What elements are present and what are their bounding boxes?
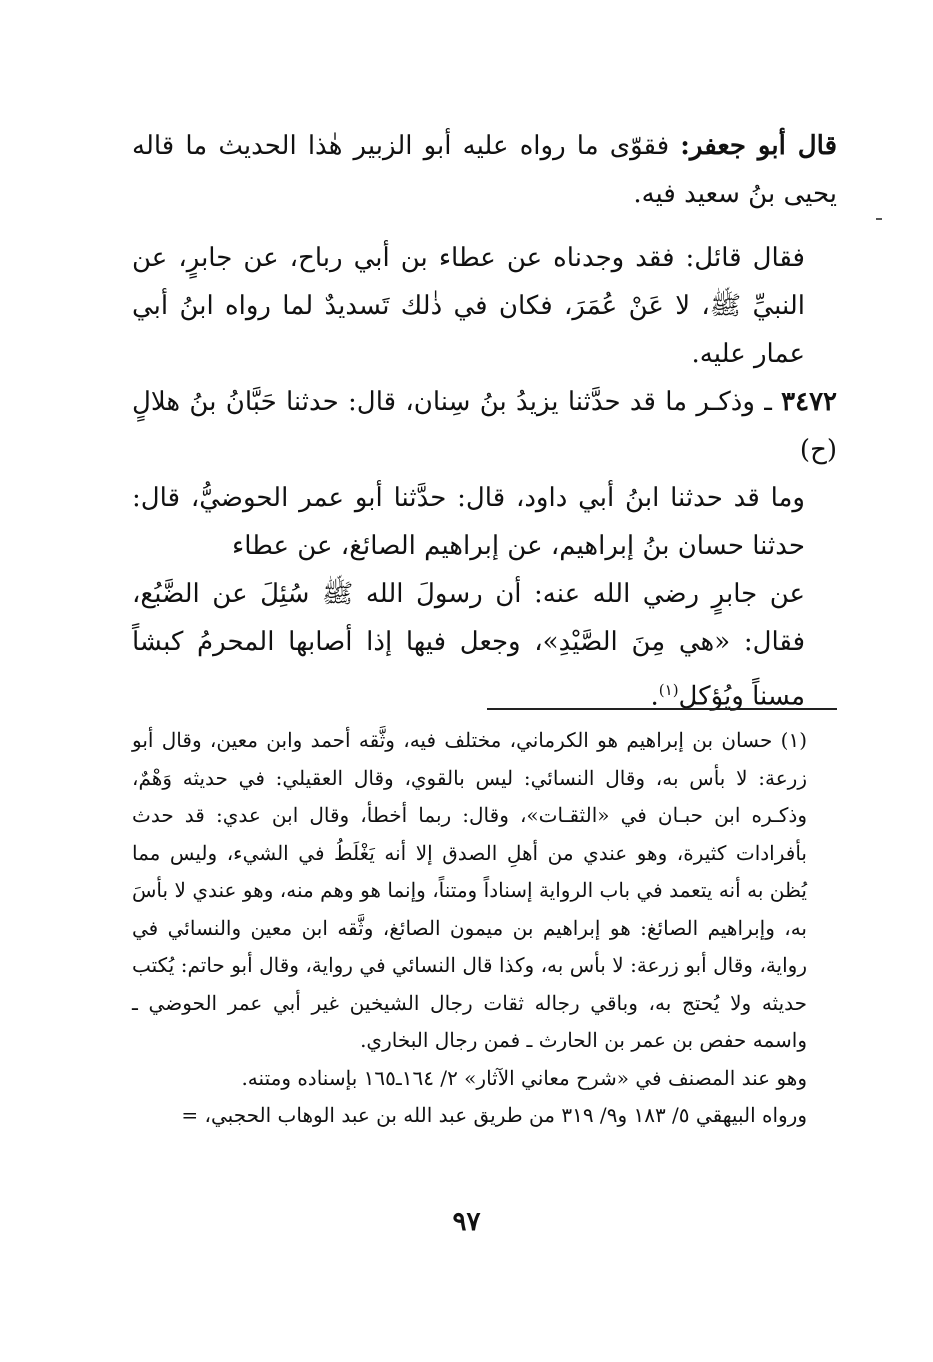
scan-speck [876, 218, 882, 220]
page-number: ٩٧ [452, 1207, 481, 1237]
hadith-number: ٣٤٧٢ [781, 387, 838, 417]
paragraph-text: فقوّى ما رواه عليه أبو الزبير هٰذا الحديث ما قاله يحيى بنُ سعيد فيه. [132, 131, 837, 209]
paragraph-2 [132, 234, 837, 378]
paragraph-4 [132, 474, 837, 570]
paragraph-text: عن جابرٍ رضي الله عنه: أن رسولَ الله ﷺ سُئِلَ عن الضَّبُع، فقال: «هي مِنَ الصَّيْدِ»، وجعل فيها إذا أصابها المحرمُ كبشاً مسناً ويُؤكل [132, 579, 805, 712]
paragraph-text: وما قد حدثنا ابنُ أبي داود، قال: حدَّثنا أبو عمر الحوضيُّ، قال: حدثنا حسان بنُ إبراهيم، عن إبراهيم الصائغ، عن عطاء [132, 483, 805, 561]
paragraph-text: ـ وذكـر ما قد حدَّثنا يزيدُ بنُ سِنان، قال: حدثنا حَبَّانُ بنُ هلالٍ (ح) [132, 387, 837, 465]
paragraph-1 [132, 122, 837, 218]
footnote-reference: (١) [658, 681, 679, 699]
footnote-2: وهو عند المصنف في «شرح معاني الآثار» ٢/ ١٦٤ـ١٦٥ بإسناده ومتنه. [241, 1065, 807, 1090]
paragraph-lead: قال أبو جعفر: [680, 131, 837, 161]
paragraph-end: . [650, 681, 659, 712]
footnote-3: ورواه البيهقي ٥/ ١٨٣ و٩/ ٣١٩ من طريق عبد الله بن عبد الوهاب الحجبي، = [181, 1103, 807, 1127]
main-text [132, 122, 837, 721]
footnote-divider [487, 708, 837, 710]
hadith-entry [132, 378, 837, 474]
paragraph-text: فقال قائل: فقد وجدناه عن عطاء بن أبي رباح، عن جابرٍ، عن النبيِّ ﷺ، لا عَنْ عُمَرَ، فكان في ذٰلك تَسديدٌ لما رواه ابنُ أبي عمار عليه. [132, 243, 805, 369]
footnote-1: (١) حسان بن إبراهيم هو الكرماني، مختلف فيه، وثَّقه أحمد وابن معين، وقال أبو زرعة: لا بأس به، وقال النسائي: ليس بالقوي، وقال العقيلي: في حديثه وَهْمٌ، وذكـره ابن حبـان في «الثقـات»، وقال: ربما أخطأ، وقال ابن عدي: قد حدث بأفرادات كثيرة، وهو عندي من أهلِ الصدق إلا أنه يَغْلَطُ في الشيء، وليس مما يُظن به أنه يتعمد في باب الرواية إسناداً ومتناً، وإنما هو وهم منه، وهو عندي لا بأسَ به، وإبراهيم الصائغ: هو إبراهيم بن ميمون الصائغ، وثَّقه ابن معين والنسائي في رواية، وقال أبو زرعة: لا بأس به، وكذا قال النسائي في رواية، وقال أبو حاتم: يُكتب حديثه ولا يُحتج به، وباقي رجاله ثقات رجال الشيخين غير أبي عمر الحوضي ـ واسمه حفص بن عمر بن الحارث ـ فمن رجال البخاري. [132, 728, 807, 1052]
paragraph-5 [132, 570, 837, 721]
footnotes [132, 722, 837, 1135]
